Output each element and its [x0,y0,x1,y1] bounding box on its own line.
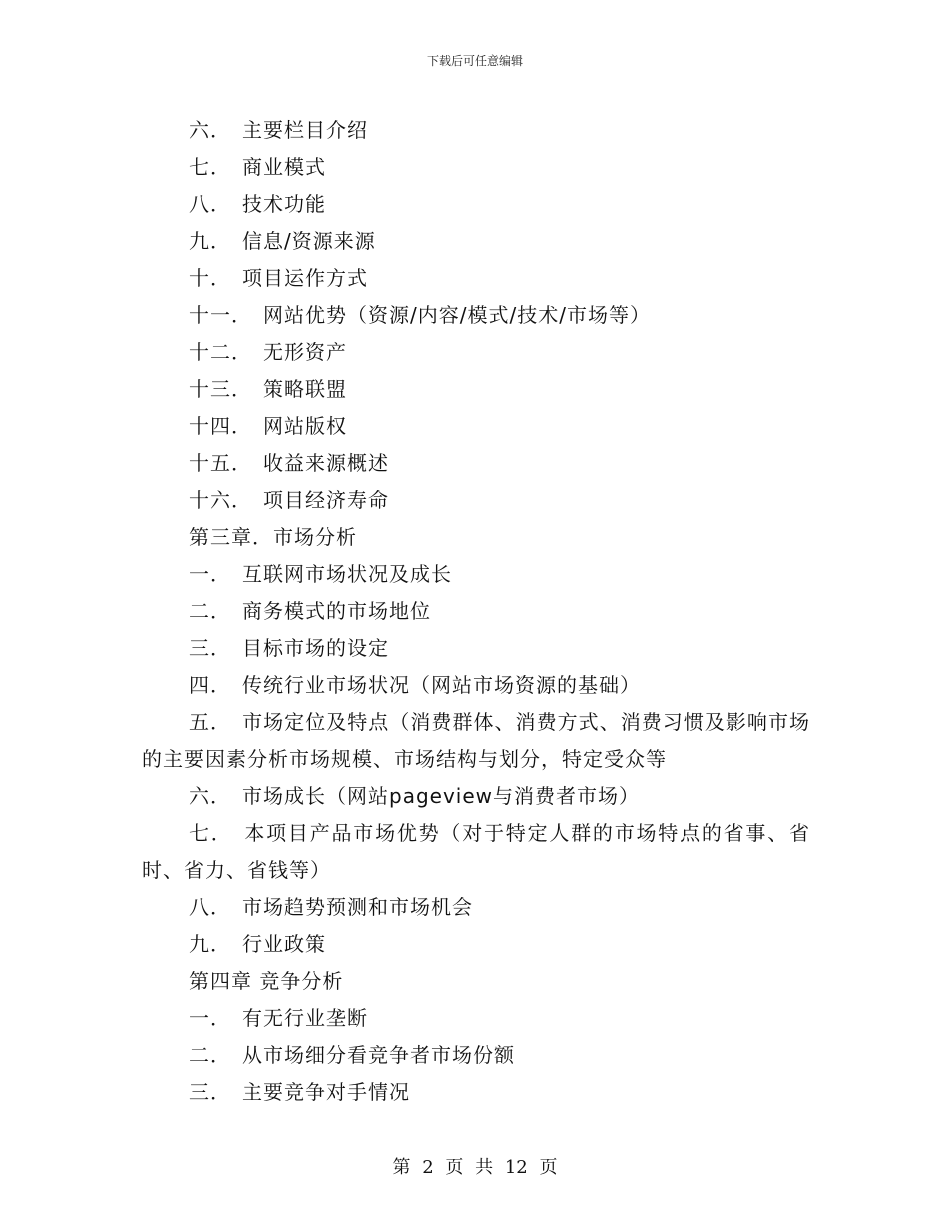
toc-line [142,482,810,519]
toc-line [142,889,810,926]
toc-line [142,260,810,297]
item-text: 市场趋势预测和市场机会 [242,895,473,919]
chapter-number: 第四章 [189,969,252,993]
chapter-number: 第三章． [189,525,273,549]
item-number: 九． [189,229,221,253]
item-text: 商务模式的市场地位 [242,599,431,623]
item-number: 二． [189,599,221,623]
item-number: 八． [189,192,221,216]
item-number: 十六． [189,488,242,512]
item-number: 二． [189,1043,221,1067]
toc-line [142,371,810,408]
item-number: 六． [189,118,221,142]
item-number: 三． [189,1080,221,1104]
toc-line [142,297,810,334]
toc-paragraph: 七． 本项目产品市场优势（对于特定人群的市场特点的省事、省时、省力、省钱等） [142,821,810,882]
item-text: 无形资产 [263,340,347,364]
item-text: 信息/资源来源 [242,229,376,253]
item-text: 策略联盟 [263,377,347,401]
toc-line [142,593,810,630]
item-text: 从市场细分看竞争者市场份额 [242,1043,515,1067]
item-number: 七． [189,155,221,179]
chapter-title: 市场分析 [273,525,357,549]
page-header: 下载后可任意编辑 [426,54,523,68]
toc-paragraph: 五． 市场定位及特点（消费群体、消费方式、消费习惯及影响市场的主要因素分析市场规模、市场结构与划分，特定受众等 [142,710,810,771]
toc-line [142,223,810,260]
item-text: 项目运作方式 [242,266,368,290]
page-footer: 第 2 页 共 12 页 [392,1157,558,1178]
item-number: 十一． [189,303,242,327]
item-number: 一． [189,1006,221,1030]
item-text: 主要竞争对手情况 [242,1080,410,1104]
toc-line [142,1000,810,1037]
item-text: 收益来源概述 [263,451,389,475]
item-number: 六． [189,784,221,808]
item-number: 三． [189,636,221,660]
item-text: 商业模式 [242,155,326,179]
chapter-title: 竞争分析 [259,969,344,993]
item-number: 十三． [189,377,242,401]
chapter-heading [142,519,810,556]
toc-line [142,149,810,186]
toc-line [142,408,810,445]
item-text: 目标市场的设定 [242,636,389,660]
toc-line [142,630,810,667]
item-number: 四． [189,673,221,697]
item-number: 八． [189,895,221,919]
toc-line [142,926,810,963]
item-number: 一． [189,562,221,586]
item-number: 十四． [189,414,242,438]
toc-line [142,667,810,704]
item-text: 技术功能 [242,192,326,216]
toc-line [142,1037,810,1074]
item-number: 九． [189,932,221,956]
item-text: 市场成长（网站pageview与消费者市场） [242,784,641,808]
toc-line [142,556,810,593]
item-number: 十二． [189,340,242,364]
toc-line [142,334,810,371]
item-number: 十五． [189,451,242,475]
item-text: 有无行业垄断 [242,1006,368,1030]
chapter-heading [142,963,810,1000]
toc-line [142,1074,810,1111]
toc-line [142,445,810,482]
toc-line [142,112,810,149]
item-number: 十． [189,266,221,290]
item-text: 行业政策 [242,932,326,956]
item-text: 网站优势（资源/内容/模式/技术/市场等） [263,303,651,327]
toc-line [142,186,810,223]
toc-line [142,778,810,815]
item-text: 项目经济寿命 [263,488,389,512]
item-text: 传统行业市场状况（网站市场资源的基础） [242,673,641,697]
item-text: 主要栏目介绍 [242,118,368,142]
document-body [142,112,810,1111]
item-text: 网站版权 [263,414,347,438]
item-text: 互联网市场状况及成长 [242,562,452,586]
